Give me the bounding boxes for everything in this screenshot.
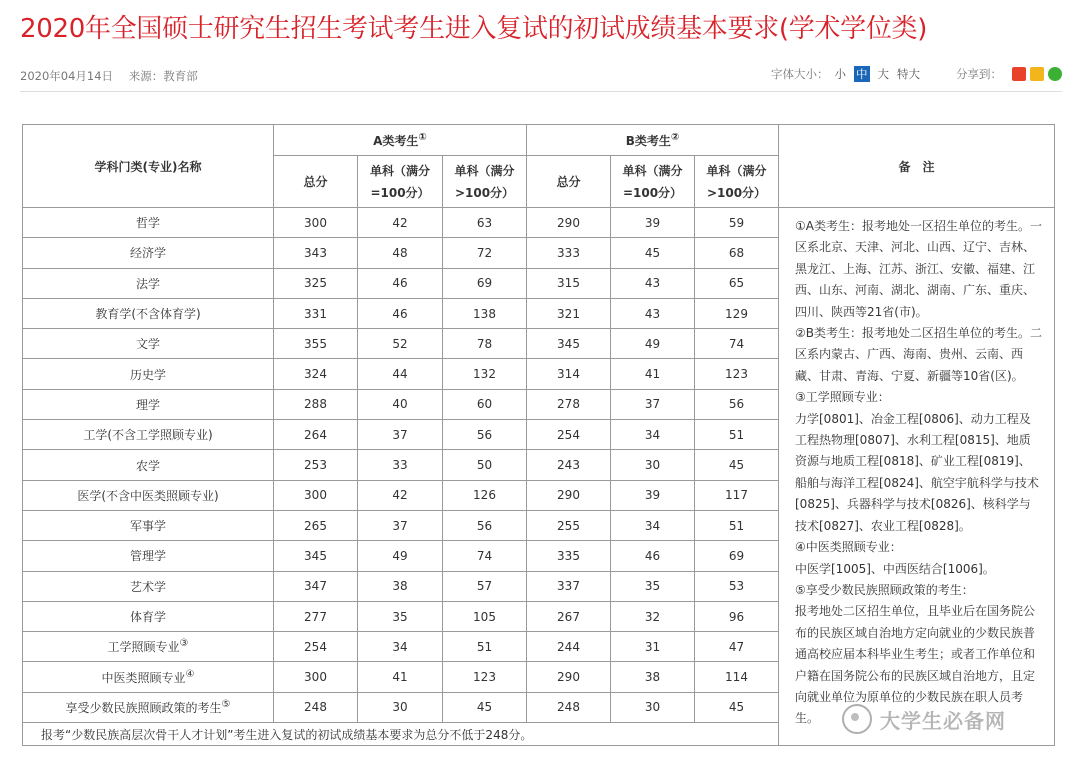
font-size-label: 字体大小： [771, 67, 829, 81]
font-size-xlarge[interactable]: 特大 [897, 67, 920, 81]
score-cell-a-sover: 57 [443, 571, 527, 601]
score-cell-b-s100: 32 [611, 601, 695, 631]
header-a-single-100-l1: 单科（满分 [369, 163, 430, 178]
subject-name: 工学照顾专业 [107, 640, 180, 655]
subject-name: 农学 [135, 458, 160, 473]
score-cell-b-total: 290 [527, 480, 611, 510]
header-group-a [274, 125, 527, 156]
score-cell-a-s100: 46 [358, 268, 443, 298]
score-cell-b-sover: 117 [695, 480, 779, 510]
score-cell-b-sover: 56 [695, 389, 779, 419]
article-meta [20, 66, 1062, 86]
score-cell-a-s100: 52 [358, 329, 443, 359]
score-cell-b-s100: 30 [611, 450, 695, 480]
subject-cell [23, 238, 274, 268]
header-b-single-over-l2: >100分） [706, 185, 767, 200]
subject-name: 哲学 [135, 216, 160, 231]
font-size-small[interactable]: 小 [834, 67, 846, 81]
score-cell-b-total: 345 [527, 329, 611, 359]
subject-cell [23, 450, 274, 480]
subject-name: 医学(不含中医类照顾专业) [77, 488, 219, 503]
score-cell-b-sover: 51 [695, 510, 779, 540]
subject-footnote-mark: ⑤ [221, 698, 231, 710]
header-b-single-100-l2: =100分） [622, 185, 683, 200]
footnote-text: 报考“少数民族高层次骨干人才计划”考生进入复试的初试成绩基本要求为总分不低于248分。 [23, 723, 779, 746]
subject-cell [23, 692, 274, 722]
score-cell-a-sover: 50 [443, 450, 527, 480]
score-cell-a-s100: 34 [358, 632, 443, 662]
score-cell-a-total: 300 [274, 208, 358, 238]
weibo-share-icon[interactable] [1012, 67, 1026, 81]
score-cell-a-s100: 33 [358, 450, 443, 480]
score-cell-b-sover: 129 [695, 298, 779, 328]
score-cell-a-sover: 78 [443, 329, 527, 359]
score-cell-a-sover: 56 [443, 420, 527, 450]
score-cell-a-s100: 37 [358, 510, 443, 540]
score-cell-a-s100: 48 [358, 238, 443, 268]
score-cell-a-total: 300 [274, 662, 358, 692]
subject-footnote-mark: ③ [179, 638, 189, 650]
score-cell-a-total: 347 [274, 571, 358, 601]
subject-footnote-mark: ④ [185, 668, 195, 680]
score-cell-b-sover: 59 [695, 208, 779, 238]
score-cell-a-total: 345 [274, 541, 358, 571]
score-cell-b-s100: 46 [611, 541, 695, 571]
subject-name: 管理学 [129, 549, 166, 564]
score-cell-b-sover: 45 [695, 450, 779, 480]
header-group-b [527, 125, 779, 156]
score-cell-b-total: 267 [527, 601, 611, 631]
score-cell-b-s100: 43 [611, 298, 695, 328]
subject-cell [23, 329, 274, 359]
score-cell-a-total: 325 [274, 268, 358, 298]
score-cell-a-total: 248 [274, 692, 358, 722]
subject-name: 文学 [135, 337, 160, 352]
score-cell-a-sover: 123 [443, 662, 527, 692]
score-cell-b-sover: 114 [695, 662, 779, 692]
share-label: 分享到： [956, 67, 1002, 81]
subject-name: 体育学 [129, 610, 166, 624]
score-cell-a-sover: 69 [443, 268, 527, 298]
score-cell-b-s100: 45 [611, 238, 695, 268]
score-cell-a-sover: 105 [443, 601, 527, 631]
subject-name: 历史学 [129, 367, 166, 382]
score-cell-a-total: 277 [274, 601, 358, 631]
score-cell-a-total: 264 [274, 420, 358, 450]
subject-cell [23, 359, 274, 389]
score-cell-a-total: 253 [274, 450, 358, 480]
score-cell-b-sover: 53 [695, 571, 779, 601]
subject-cell [23, 420, 274, 450]
notes-cell: ①A类考生：报考地处一区招生单位的考生。一区系北京、天津、河北、山西、辽宁、吉林、黑龙江、上海、江苏、浙江、安徽、福建、江西、山东、河南、湖北、湖南、广东、重庆、四川、陕西等21省(市)。 ②B类考生：报考地处二区招生单位的考生。二区系内蒙古、广西、海南、贵州、云南、西藏、甘肃、青海、宁夏、新疆等10省(区)。 ③工学照顾专业： 力学[0801]、冶金工程[0806]、动力工程及工程热物理[0807]、水利工程[0815]、地质资源与地质工程[0818]、矿业工程[0819]、船舶与海洋工程[0824]、航空宇航科学与技术[0825]、兵器科学与技术[0826]、核科学与技术[0827]、农业工程[0828]。 ④中医类照顾专业： 中医学[1005]、中西医结合[1006]。 ⑤享受少数民族照顾政策的考生： 报考地处二区招生单位，且毕业后在国务院公布的民族区域自治地方定向就业的少数民族普通高校应届本科毕业生考生；或者工作单位和户籍在国务院公布的民族区域自治地方，且定向就业单位为原单位的少数民族在职人员考生。 [779, 208, 1055, 746]
header-subject: 学科门类(专业)名称 [23, 125, 274, 208]
score-cell-b-total: 255 [527, 510, 611, 540]
subject-cell [23, 510, 274, 540]
score-cell-b-s100: 35 [611, 571, 695, 601]
score-cell-b-total: 335 [527, 541, 611, 571]
score-cell-b-s100: 38 [611, 662, 695, 692]
score-cell-a-s100: 49 [358, 541, 443, 571]
score-cell-a-sover: 60 [443, 389, 527, 419]
group-a-mark: ① [418, 131, 427, 143]
subject-name: 理学 [135, 397, 160, 412]
score-cell-b-sover: 69 [695, 541, 779, 571]
score-cell-b-s100: 39 [611, 208, 695, 238]
score-cell-b-sover: 51 [695, 420, 779, 450]
subject-cell [23, 298, 274, 328]
score-cell-b-sover: 47 [695, 632, 779, 662]
header-a-single-100-l2: =100分） [370, 185, 430, 200]
score-cell-b-s100: 43 [611, 268, 695, 298]
subject-name: 艺术学 [129, 579, 166, 594]
watermark-text: 大学生必备网 [880, 708, 1006, 733]
score-cell-b-total: 321 [527, 298, 611, 328]
subject-cell [23, 208, 274, 238]
score-cell-b-s100: 37 [611, 389, 695, 419]
subject-cell [23, 268, 274, 298]
score-cell-a-sover: 45 [443, 692, 527, 722]
score-cell-b-s100: 39 [611, 480, 695, 510]
table-row [23, 208, 1055, 238]
header-b-single-over [695, 156, 779, 208]
score-cell-b-total: 290 [527, 662, 611, 692]
article-source: 来源：教育部 [128, 69, 198, 83]
score-cell-a-s100: 42 [358, 480, 443, 510]
header-a-total: 总分 [274, 156, 358, 208]
subject-cell [23, 571, 274, 601]
score-cell-b-sover: 45 [695, 692, 779, 722]
publish-date: 2020年04月14日 [20, 69, 114, 83]
subject-cell [23, 601, 274, 631]
group-b-label: B类考生 [625, 133, 671, 148]
score-cell-a-sover: 132 [443, 359, 527, 389]
score-cell-b-sover: 74 [695, 329, 779, 359]
article-title: 2020年全国硕士研究生招生考试考生进入复试的初试成绩基本要求(学术学位类) [20, 14, 928, 44]
header-b-total: 总分 [527, 156, 611, 208]
group-a-label: A类考生 [373, 133, 419, 148]
score-cell-a-s100: 46 [358, 298, 443, 328]
score-cell-b-total: 337 [527, 571, 611, 601]
score-cell-a-sover: 138 [443, 298, 527, 328]
subject-name: 军事学 [129, 519, 166, 534]
subject-cell [23, 389, 274, 419]
header-a-single-over-l2: >100分） [454, 185, 515, 200]
score-table-wrapper [22, 124, 1055, 746]
subject-name: 享受少数民族照顾政策的考生 [65, 700, 222, 715]
score-table [22, 124, 1055, 746]
subject-cell [23, 662, 274, 692]
score-cell-a-s100: 41 [358, 662, 443, 692]
score-cell-a-total: 254 [274, 632, 358, 662]
font-size-large[interactable]: 大 [877, 67, 889, 81]
score-cell-a-sover: 72 [443, 238, 527, 268]
score-cell-a-s100: 30 [358, 692, 443, 722]
font-size-medium[interactable]: 中 [856, 67, 868, 81]
meta-left [20, 68, 210, 84]
subject-cell [23, 541, 274, 571]
header-b-single-over-l1: 单科（满分 [706, 163, 767, 178]
subject-name: 中医类照顾专业 [101, 670, 186, 685]
header-a-single-over [443, 156, 527, 208]
subject-name: 法学 [135, 276, 160, 291]
header-notes: 备 注 [779, 125, 1055, 208]
score-cell-b-s100: 31 [611, 632, 695, 662]
qzone-share-icon[interactable] [1030, 67, 1044, 81]
score-cell-b-total: 254 [527, 420, 611, 450]
subject-cell [23, 632, 274, 662]
subject-name: 工学(不含工学照顾专业) [83, 428, 213, 443]
subject-name: 教育学(不含体育学) [95, 307, 201, 322]
score-cell-a-s100: 35 [358, 601, 443, 631]
score-cell-b-total: 244 [527, 632, 611, 662]
score-cell-a-s100: 42 [358, 208, 443, 238]
score-cell-b-total: 278 [527, 389, 611, 419]
score-cell-a-total: 300 [274, 480, 358, 510]
score-cell-a-total: 288 [274, 389, 358, 419]
score-cell-b-total: 315 [527, 268, 611, 298]
score-cell-b-sover: 68 [695, 238, 779, 268]
score-cell-a-s100: 40 [358, 389, 443, 419]
score-cell-a-sover: 74 [443, 541, 527, 571]
score-cell-a-total: 331 [274, 298, 358, 328]
score-cell-a-total: 265 [274, 510, 358, 540]
score-cell-a-total: 324 [274, 359, 358, 389]
subject-cell [23, 480, 274, 510]
score-cell-a-total: 343 [274, 238, 358, 268]
score-cell-a-sover: 51 [443, 632, 527, 662]
table-body [23, 208, 1055, 746]
score-cell-a-s100: 44 [358, 359, 443, 389]
header-a-single-100 [358, 156, 443, 208]
score-cell-b-total: 243 [527, 450, 611, 480]
wechat-share-icon[interactable] [1048, 67, 1062, 81]
score-cell-a-s100: 37 [358, 420, 443, 450]
header-a-single-over-l1: 单科（满分 [454, 163, 515, 178]
score-cell-b-s100: 41 [611, 359, 695, 389]
score-cell-b-total: 333 [527, 238, 611, 268]
score-cell-a-s100: 38 [358, 571, 443, 601]
score-cell-b-sover: 96 [695, 601, 779, 631]
score-cell-b-s100: 34 [611, 510, 695, 540]
meta-tools [771, 66, 1062, 82]
score-cell-b-s100: 34 [611, 420, 695, 450]
score-cell-a-sover: 56 [443, 510, 527, 540]
score-cell-b-total: 290 [527, 208, 611, 238]
meta-divider [20, 91, 1062, 92]
score-cell-b-s100: 49 [611, 329, 695, 359]
score-cell-a-sover: 126 [443, 480, 527, 510]
score-cell-a-total: 355 [274, 329, 358, 359]
subject-name: 经济学 [129, 246, 166, 261]
score-cell-b-total: 314 [527, 359, 611, 389]
header-b-single-100-l1: 单科（满分 [622, 163, 683, 178]
score-cell-b-sover: 123 [695, 359, 779, 389]
score-cell-b-s100: 30 [611, 692, 695, 722]
group-b-mark: ② [670, 131, 680, 143]
header-b-single-100 [611, 156, 695, 208]
score-cell-a-sover: 63 [443, 208, 527, 238]
score-cell-b-sover: 65 [695, 268, 779, 298]
score-cell-b-total: 248 [527, 692, 611, 722]
